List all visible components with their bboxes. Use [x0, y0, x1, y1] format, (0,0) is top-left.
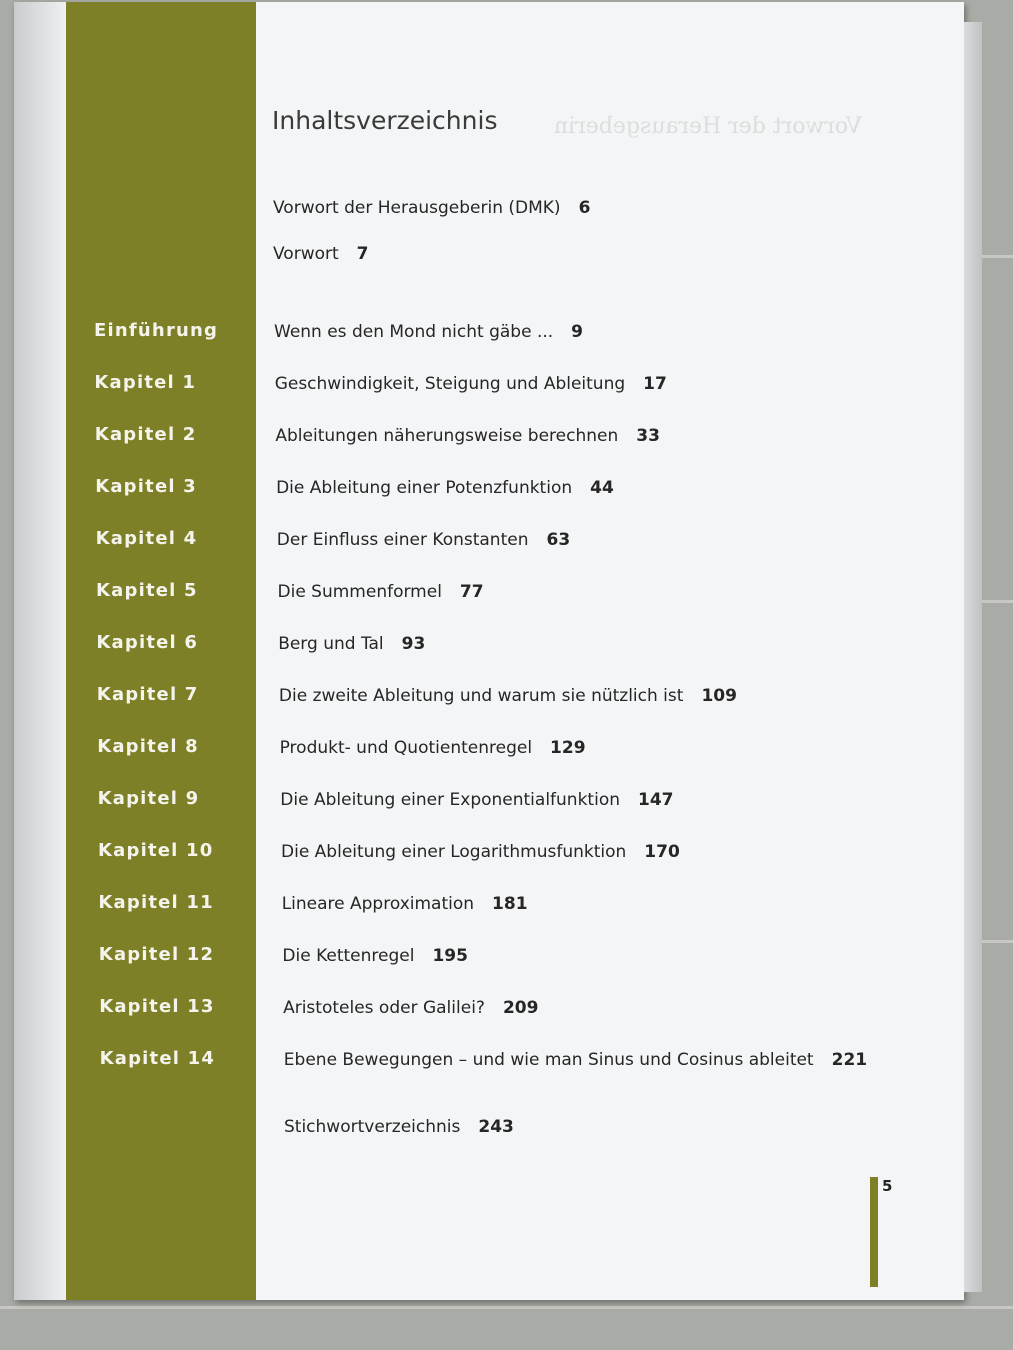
- toc-entry[interactable]: [276, 478, 614, 498]
- toc-entry[interactable]: [274, 322, 583, 342]
- toc-entry-title: Stichwortverzeichnis: [284, 1117, 461, 1137]
- toc-entry[interactable]: [280, 738, 586, 758]
- book-page: [14, 2, 964, 1300]
- toc-entry[interactable]: [283, 998, 538, 1018]
- page-number-bar: [870, 1177, 878, 1287]
- toc-entry-page: 129: [550, 738, 586, 758]
- toc-entry[interactable]: [275, 374, 667, 394]
- toc-entry-page: 7: [356, 244, 369, 264]
- chapter-label: Kapitel 9: [97, 788, 200, 809]
- toc-entry-title: Aristoteles oder Galilei?: [283, 998, 485, 1018]
- chapter-label: Kapitel 3: [95, 476, 197, 497]
- toc-entry-page: 221: [831, 1050, 868, 1070]
- chapter-label: Einführung: [94, 320, 219, 341]
- toc-entry-page: 44: [590, 478, 614, 498]
- toc-entry-title: Ableitungen näherungsweise berechnen: [275, 426, 619, 446]
- toc-entry-page: 6: [578, 198, 591, 218]
- toc-entry-title: Lineare Approximation: [281, 894, 475, 914]
- toc-entry-page: 9: [571, 322, 584, 342]
- toc-entry-page: 63: [546, 530, 571, 550]
- toc-entry-title: Der Einfluss einer Konstanten: [276, 530, 529, 550]
- chapter-label: Kapitel 5: [96, 580, 198, 601]
- toc-entry[interactable]: [284, 1117, 514, 1137]
- toc-entry-title: Die Summenformel: [277, 582, 442, 602]
- tile-grout: [0, 1306, 1013, 1309]
- toc-entry-page: 170: [644, 842, 680, 862]
- toc-entry-title: Produkt- und Quotientenregel: [279, 738, 533, 758]
- toc-entry[interactable]: [278, 582, 484, 602]
- toc-entry[interactable]: [273, 244, 369, 264]
- page-number: 5: [882, 1177, 893, 1195]
- toc-entry-title: Die zweite Ableitung und warum sie nützlich ist: [278, 686, 684, 706]
- page-title: Inhaltsverzeichnis: [272, 106, 498, 135]
- toc-entry-page: 181: [492, 894, 528, 914]
- toc-entry[interactable]: [284, 1050, 867, 1070]
- toc-entry-page: 17: [643, 374, 667, 394]
- toc-entry[interactable]: [275, 426, 660, 446]
- toc-entry[interactable]: [279, 686, 737, 706]
- toc-entry-title: Die Ableitung einer Exponentialfunktion: [280, 790, 620, 810]
- toc-entry-title: Ebene Bewegungen – und wie man Sinus und Cosinus ableitet: [283, 1050, 814, 1070]
- toc-entry-page: 195: [432, 946, 468, 966]
- toc-entry[interactable]: [273, 198, 590, 218]
- chapter-label: Kapitel 13: [99, 996, 215, 1017]
- chapter-label: Kapitel 6: [96, 632, 199, 653]
- toc-entry-page: 93: [401, 634, 426, 654]
- page-edge: [964, 22, 982, 1292]
- toc-entry-page: 209: [502, 998, 539, 1018]
- toc-entry[interactable]: [282, 946, 468, 966]
- toc-entry-title: Geschwindigkeit, Steigung und Ableitung: [274, 374, 626, 394]
- bleed-through-text: Vorwort der Herausgeberin: [554, 114, 862, 139]
- toc-entry-page: 77: [459, 582, 484, 602]
- chapter-label: Kapitel 4: [95, 528, 198, 549]
- chapter-label: Kapitel 8: [97, 736, 199, 757]
- toc-entry[interactable]: [282, 894, 528, 914]
- chapter-label: Kapitel 1: [94, 372, 197, 393]
- toc-entry-title: Wenn es den Mond nicht gäbe ...: [274, 322, 554, 342]
- chapter-label: Kapitel 2: [94, 424, 197, 445]
- toc-entry[interactable]: [280, 790, 673, 810]
- chapter-label: Kapitel 10: [98, 840, 214, 861]
- chapter-label: Kapitel 11: [98, 892, 214, 913]
- toc-entry-title: Die Kettenregel: [282, 946, 415, 966]
- toc-entry[interactable]: [278, 634, 425, 654]
- toc-entry-page: 147: [638, 790, 674, 810]
- toc-entry[interactable]: [281, 842, 680, 862]
- chapter-label: Kapitel 12: [98, 944, 215, 965]
- toc-entry-page: 243: [478, 1117, 514, 1137]
- page-left-margin: [14, 2, 66, 1300]
- toc-entry-page: 109: [701, 686, 737, 706]
- toc-entry-title: Die Ableitung einer Logarithmusfunktion: [281, 842, 627, 862]
- toc-entry-title: Berg und Tal: [278, 634, 384, 654]
- chapter-label: Kapitel 7: [96, 684, 199, 705]
- toc-entry-title: Vorwort der Herausgeberin (DMK): [273, 198, 561, 218]
- chapter-label: Kapitel 14: [99, 1048, 216, 1069]
- toc-entry-title: Vorwort: [273, 244, 339, 264]
- toc-entry[interactable]: [277, 530, 570, 550]
- toc-entry-title: Die Ableitung einer Potenzfunktion: [276, 478, 573, 498]
- toc-entry-page: 33: [636, 426, 660, 446]
